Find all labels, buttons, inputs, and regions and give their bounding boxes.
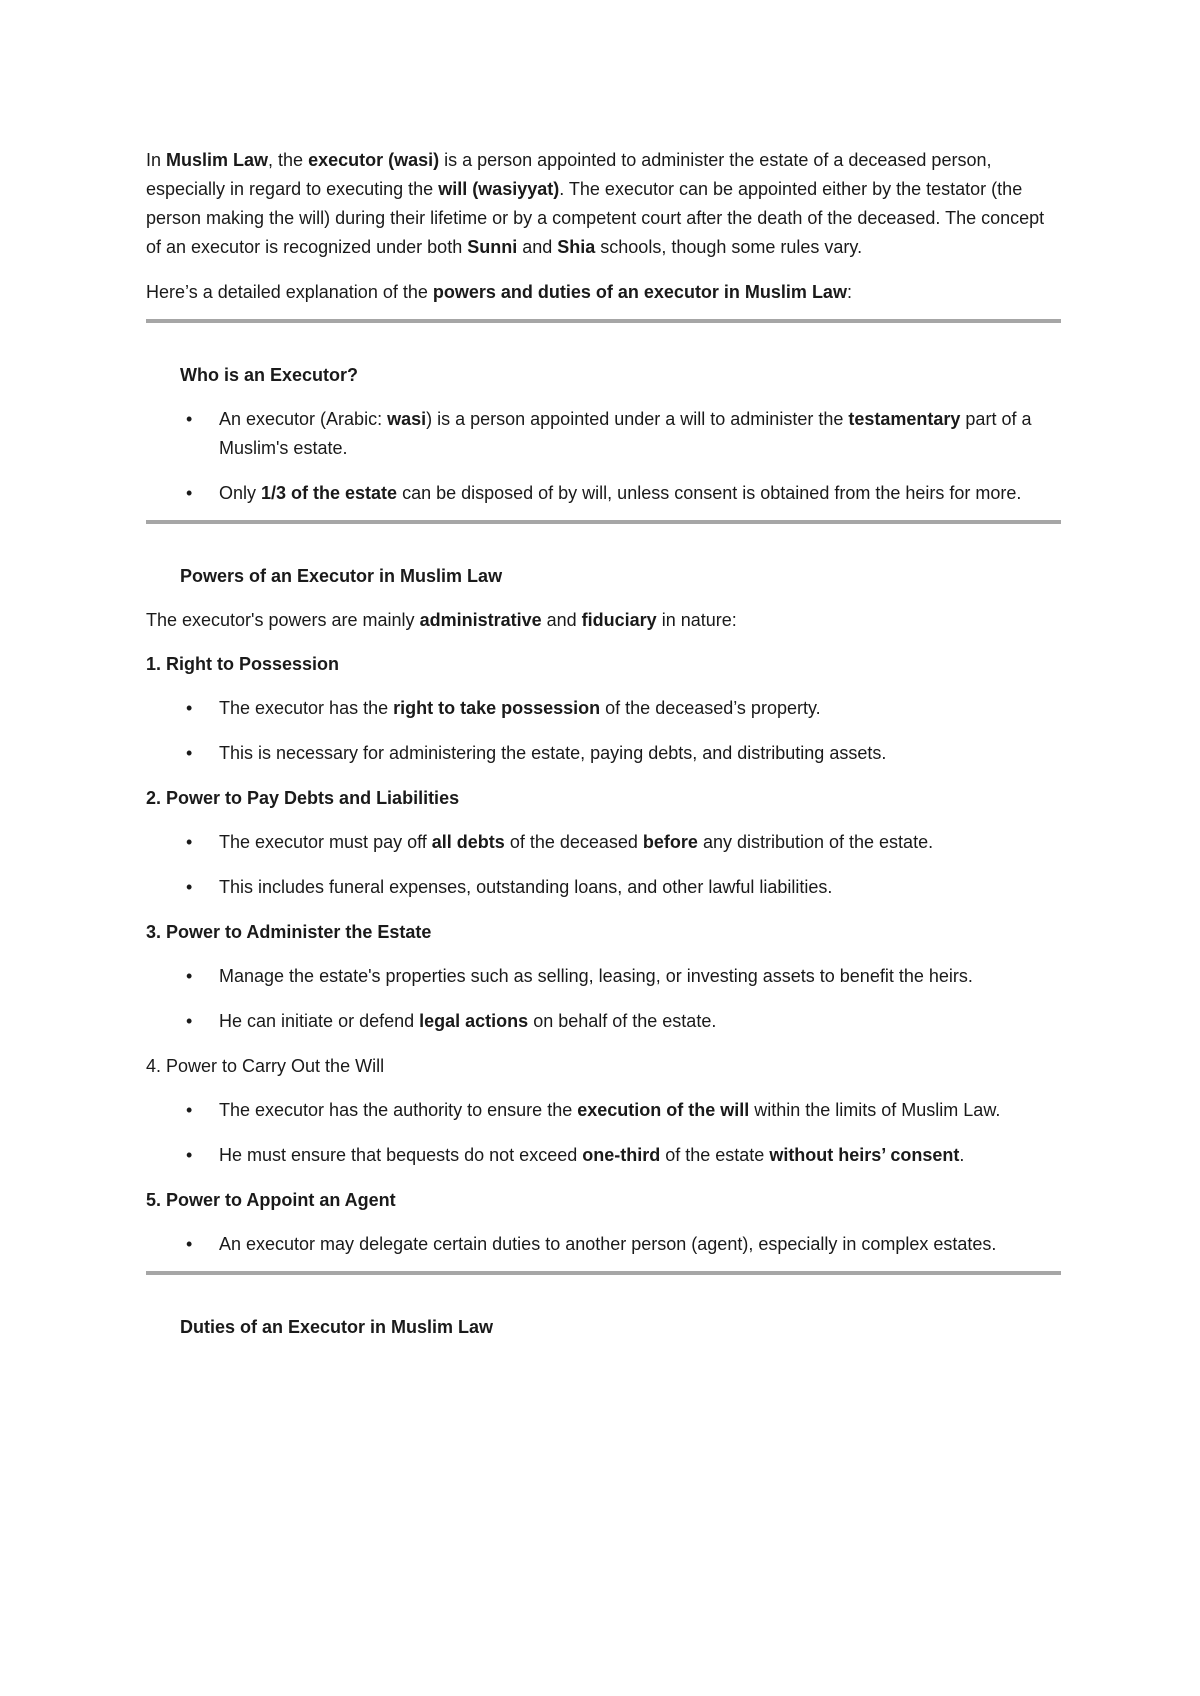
section-heading-will: 4. Power to Carry Out the Will [146, 1056, 385, 1076]
debts-list [146, 828, 1061, 902]
section-heading-debts: 2. Power to Pay Debts and Liabilities [146, 788, 460, 808]
list-item: • Manage the estate's properties such as selling, leasing, or investing assets to benefit the heirs. [146, 962, 1061, 991]
possession-list [146, 694, 1061, 768]
powers-lead: The executor's powers are mainly administrative and fiduciary in nature: [146, 610, 737, 630]
list-item: • An executor (Arabic: wasi) is a person appointed under a will to administer the testamentary part of a Muslim's estate. [146, 405, 1061, 463]
list-item: • The executor must pay off all debts of the deceased before any distribution of the estate. [146, 828, 1061, 857]
intro-paragraph: In Muslim Law, the executor (wasi) is a person appointed to administer the estate of a deceased person, especially in regard to executing the will (wasiyyat). The executor can be appointed either by the testator (the person making the will) during their lifetime or by a competent court after the death of the deceased. The concept of an executor is recognized under both Sunni and Shia schools, though some rules vary. [146, 150, 1045, 257]
agent-list [146, 1230, 1061, 1259]
powers-heading: Powers of an Executor in Muslim Law [180, 566, 503, 586]
horizontal-rule [146, 520, 1061, 524]
list-item: • He must ensure that bequests do not exceed one-third of the estate without heirs’ consent. [146, 1141, 1061, 1170]
section-heading-possession: 1. Right to Possession [146, 654, 340, 674]
list-item: • He can initiate or defend legal actions on behalf of the estate. [146, 1007, 1061, 1036]
list-item: • This is necessary for administering the estate, paying debts, and distributing assets. [146, 739, 1061, 768]
list-item: • This includes funeral expenses, outstanding loans, and other lawful liabilities. [146, 873, 1061, 902]
list-item: • An executor may delegate certain duties to another person (agent), especially in complex estates. [146, 1230, 1061, 1259]
administer-list [146, 962, 1061, 1036]
who-heading: Who is an Executor? [180, 365, 359, 385]
intro-lead: Here’s a detailed explanation of the powers and duties of an executor in Muslim Law: [146, 282, 852, 302]
list-item: • The executor has the right to take possession of the deceased’s property. [146, 694, 1061, 723]
document-page [146, 146, 1061, 1357]
who-list [146, 405, 1061, 508]
list-item: • Only 1/3 of the estate can be disposed of by will, unless consent is obtained from the heirs for more. [146, 479, 1061, 508]
section-heading-administer: 3. Power to Administer the Estate [146, 922, 432, 942]
list-item: • The executor has the authority to ensure the execution of the will within the limits of Muslim Law. [146, 1096, 1061, 1125]
horizontal-rule [146, 319, 1061, 323]
duties-heading: Duties of an Executor in Muslim Law [180, 1317, 494, 1337]
section-heading-agent: 5. Power to Appoint an Agent [146, 1190, 396, 1210]
will-list [146, 1096, 1061, 1170]
horizontal-rule [146, 1271, 1061, 1275]
